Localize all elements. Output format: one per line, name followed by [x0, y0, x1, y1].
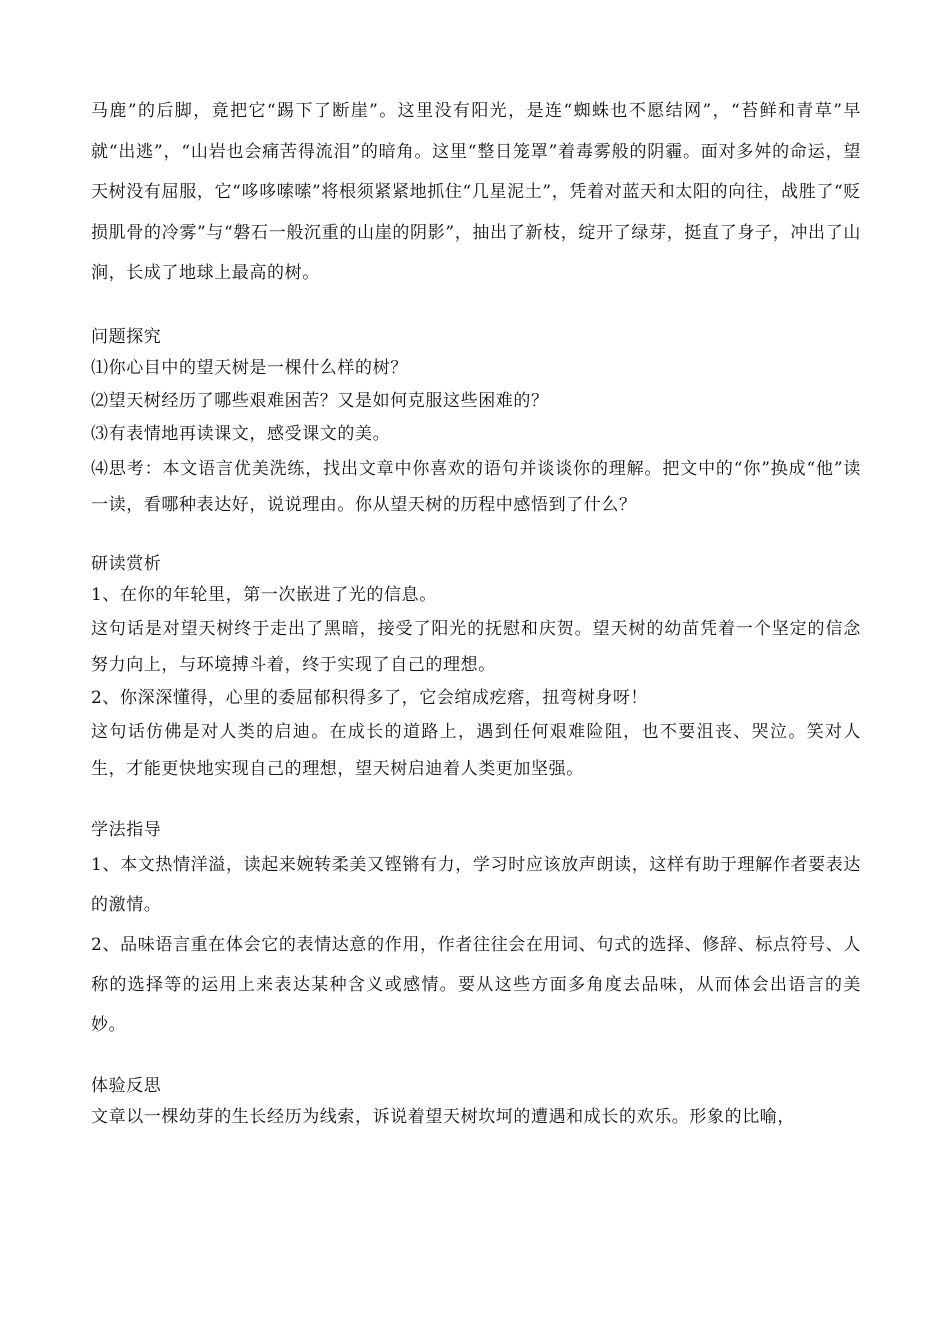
reflection-section — [91, 1071, 861, 1132]
method-item-2: 2、品味语言重在体会它的表情达意的作用，作者往往会在用词、句式的选择、修辞、标点符号、人称的选择等的运用上来表达某种含义或感情。要从这些方面多角度去品味，从而体会出语言的美妙。 — [91, 935, 861, 1035]
analysis-quote-2: 2、你深深懂得，心里的委屈郁积得多了，它会绾成疙瘩，扭弯树身呀！ — [91, 687, 649, 708]
analysis-heading: 研读赏析 — [91, 554, 162, 574]
method-section — [91, 815, 861, 1046]
analysis-quote-1: 1、在你的年轮里，第一次嵌进了光的信息。 — [91, 584, 437, 605]
reflection-text: 文章以一棵幼芽的生长经历为线索，诉说着望天树坎坷的遭遇和成长的欢乐。形象的比喻， — [91, 1106, 795, 1127]
question-item-2: ⑵望天树经历了哪些艰难困苦？又是如何克服这些困难的？ — [91, 391, 549, 411]
analysis-comment-1: 这句话是对望天树终于走出了黑暗，接受了阳光的抚慰和庆贺。望天树的幼苗凭着一个坚定的信念努力向上，与环境搏斗着，终于实现了自己的理想。 — [91, 618, 861, 675]
reflection-heading: 体验反思 — [91, 1076, 162, 1096]
document-body — [91, 91, 861, 1132]
question-item-4: ⑷思考：本文语言优美洗练，找出文章中你喜欢的语句并谈谈你的理解。把文中的“你”换成“他”读一读，看哪种表达好，说说理由。你从望天树的历程中感悟到了什么？ — [91, 459, 861, 515]
method-heading: 学法指导 — [91, 819, 162, 840]
intro-paragraph: 马鹿”的后脚，竟把它“踢下了断崖”。这里没有阳光，是连“蜘蛛也不愿结网”，“苔鲜和青草”早就“出逃”，“山岩也会痛苦得流泪”的暗角。这里“整日笼罩”着毒雾般的阴霾。面对多舛的命运，望天树没有屈服，它“哆哆嗦嗦”将根须紧紧地抓住“几星泥土”，凭着对蓝天和太阳的向往，战胜了“贬损肌骨的冷雾”与“磐石一般沉重的山崖的阴影”，抽出了新枝，绽开了绿芽，挺直了身子，冲出了山涧，长成了地球上最高的树。 — [91, 101, 861, 283]
method-item-1: 1、本文热情洋溢，读起来婉转柔美又铿锵有力，学习时应该放声朗读，这样有助于理解作者要表达的激情。 — [91, 855, 861, 915]
questions-heading: 问题探究 — [91, 326, 162, 347]
question-item-3: ⑶有表情地再读课文，感受课文的美。 — [91, 424, 391, 444]
analysis-comment-2: 这句话仿佛是对人类的启迪。在成长的道路上，遇到任何艰难险阻，也不要沮丧、哭泣。笑对人生，才能更快地实现自己的理想，望天树启迪着人类更加坚强。 — [91, 721, 861, 779]
questions-section — [91, 322, 861, 524]
analysis-section — [91, 549, 861, 788]
question-item-1: ⑴你心目中的望天树是一棵什么样的树？ — [91, 358, 408, 378]
